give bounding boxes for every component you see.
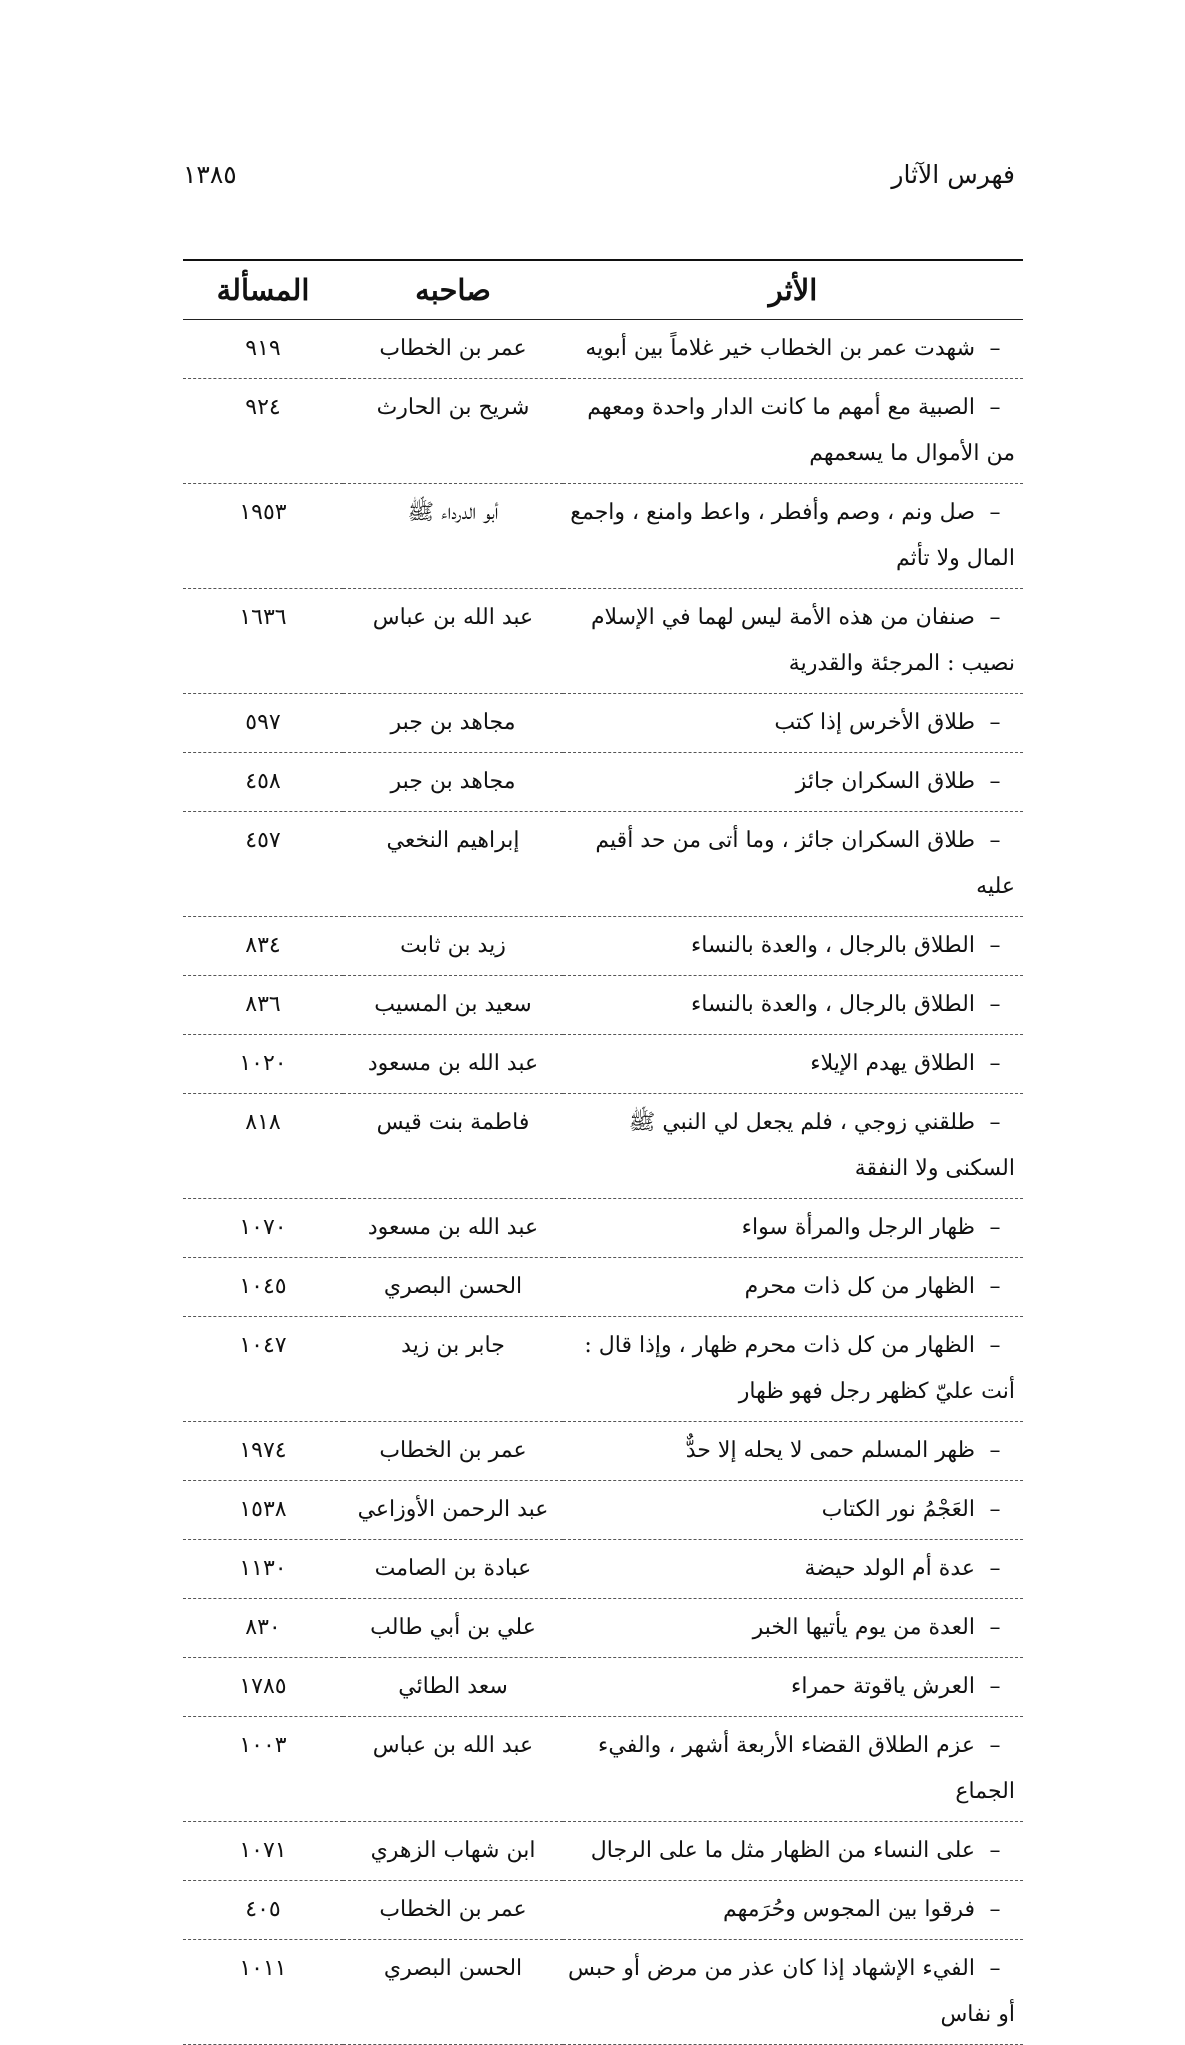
table-row (183, 1540, 1023, 1599)
bullet-dash: – (989, 769, 1001, 794)
table-row (183, 1422, 1023, 1481)
athar-cell (563, 1940, 1023, 2045)
issue-number-cell: ٨٣٤ (183, 917, 343, 976)
issue-number-cell: ١٠٠٣ (183, 1717, 343, 1822)
bullet-dash: – (989, 992, 1001, 1017)
table-header-row (183, 260, 1023, 320)
athar-text: الطلاق بالرجال ، والعدة بالنساء (690, 992, 975, 1017)
bullet-dash: – (989, 336, 1001, 361)
athar-text: صل ونم ، وصم وأفطر ، واعط وامنع ، واجمع المال ولا تأثم (570, 500, 1015, 571)
table-row (183, 1599, 1023, 1658)
issue-number-cell: ١٩٥٣ (183, 484, 343, 589)
athar-text: ظهر المسلم حمى لا يحله إلا حدٌّ (685, 1438, 975, 1463)
athar-cell (563, 1258, 1023, 1317)
owner-cell: الحسن البصري (343, 1258, 563, 1317)
athar-cell (563, 1035, 1023, 1094)
bullet-dash: – (989, 1215, 1001, 1240)
athar-text: شهدت عمر بن الخطاب خير غلاماً بين أبويه (585, 336, 975, 361)
bullet-dash: – (989, 1438, 1001, 1463)
athar-text: العدة من يوم يأتيها الخبر (752, 1615, 975, 1640)
owner-cell: الحسن البصري (343, 1940, 563, 2045)
owner-cell: شريح بن الحارث (343, 379, 563, 484)
owner-cell: زيد بن ثابت (343, 917, 563, 976)
issue-number-cell: ١٧٨٥ (183, 1658, 343, 1717)
owner-cell: إبراهيم النخعي (343, 812, 563, 917)
column-header-issue: المسألة (183, 260, 343, 320)
athar-cell (563, 917, 1023, 976)
athar-cell (563, 589, 1023, 694)
owner-cell: مجاهد بن جبر (343, 694, 563, 753)
athar-cell (563, 1422, 1023, 1481)
issue-number-cell: ١٦٣٦ (183, 589, 343, 694)
athar-cell (563, 1717, 1023, 1822)
athar-text: على النساء من الظهار مثل ما على الرجال (590, 1838, 975, 1863)
table-row (183, 1940, 1023, 2045)
owner-cell: عبد الله بن مسعود (343, 1199, 563, 1258)
bullet-dash: – (989, 828, 1001, 853)
athar-text: طلاق الأخرس إذا كتب (774, 710, 975, 735)
table-row (183, 917, 1023, 976)
athar-index-table (183, 259, 1023, 2045)
athar-text: الظهار من كل ذات محرم ظهار ، وإذا قال : أنت عليّ كظهر رجل فهو ظهار (584, 1333, 1015, 1404)
athar-cell (563, 1822, 1023, 1881)
table-row (183, 1822, 1023, 1881)
bullet-dash: – (989, 933, 1001, 958)
owner-cell: جابر بن زيد (343, 1317, 563, 1422)
table-body (183, 320, 1023, 2045)
athar-cell (563, 484, 1023, 589)
owner-cell: سعد الطائي (343, 1658, 563, 1717)
issue-number-cell: ٩٢٤ (183, 379, 343, 484)
owner-cell: ابن شهاب الزهري (343, 1822, 563, 1881)
issue-number-cell: ٨٣٦ (183, 976, 343, 1035)
athar-text: الطلاق بالرجال ، والعدة بالنساء (690, 933, 975, 958)
bullet-dash: – (989, 605, 1001, 630)
bullet-dash: – (989, 1674, 1001, 1699)
athar-text: الصبية مع أمهم ما كانت الدار واحدة ومعهم من الأموال ما يسعمهم (587, 395, 1015, 466)
issue-number-cell: ٥٩٧ (183, 694, 343, 753)
running-header (183, 160, 1015, 200)
page-number: ١٣٨٥ (183, 160, 237, 189)
bullet-dash: – (989, 1733, 1001, 1758)
bullet-dash: – (989, 1051, 1001, 1076)
athar-text: عدة أم الولد حيضة (804, 1556, 975, 1581)
bullet-dash: – (989, 395, 1001, 420)
athar-cell (563, 320, 1023, 379)
bullet-dash: – (989, 1838, 1001, 1863)
bullet-dash: – (989, 1556, 1001, 1581)
issue-number-cell: ٤٥٨ (183, 753, 343, 812)
owner-cell: عبادة بن الصامت (343, 1540, 563, 1599)
athar-cell (563, 753, 1023, 812)
athar-cell (563, 1599, 1023, 1658)
table-row (183, 753, 1023, 812)
owner-cell: سعيد بن المسيب (343, 976, 563, 1035)
owner-cell: أبو الدرداء ﷺ (343, 484, 563, 589)
athar-text: الفيء الإشهاد إذا كان عذر من مرض أو حبس أو نفاس (567, 1956, 1015, 2027)
issue-number-cell: ٨٣٠ (183, 1599, 343, 1658)
athar-text: طلاق السكران جائز ، وما أتى من حد أقيم عليه (595, 828, 1015, 899)
table-row (183, 1481, 1023, 1540)
bullet-dash: – (989, 710, 1001, 735)
bullet-dash: – (989, 1897, 1001, 1922)
issue-number-cell: ١٠٧١ (183, 1822, 343, 1881)
owner-cell: عبد الله بن عباس (343, 589, 563, 694)
table-row (183, 1199, 1023, 1258)
bullet-dash: – (989, 1274, 1001, 1299)
issue-number-cell: ٨١٨ (183, 1094, 343, 1199)
issue-number-cell: ١٠٤٥ (183, 1258, 343, 1317)
athar-text: ظهار الرجل والمرأة سواء (741, 1215, 975, 1240)
table-row (183, 1717, 1023, 1822)
bullet-dash: – (989, 1956, 1001, 1981)
athar-cell (563, 379, 1023, 484)
issue-number-cell: ١٩٧٤ (183, 1422, 343, 1481)
bullet-dash: – (989, 1615, 1001, 1640)
issue-number-cell: ١٠٤٧ (183, 1317, 343, 1422)
athar-text: طلقني زوجي ، فلم يجعل لي النبي ﷺ السكنى ولا النفقة (628, 1110, 1015, 1181)
athar-cell (563, 976, 1023, 1035)
bullet-dash: – (989, 1110, 1001, 1135)
table-row (183, 379, 1023, 484)
issue-number-cell: ١٠٧٠ (183, 1199, 343, 1258)
table-row (183, 976, 1023, 1035)
athar-cell (563, 1881, 1023, 1940)
table-row (183, 1881, 1023, 1940)
issue-number-cell: ١٠١١ (183, 1940, 343, 2045)
bullet-dash: – (989, 500, 1001, 525)
bullet-dash: – (989, 1497, 1001, 1522)
table-row (183, 694, 1023, 753)
table-row (183, 1035, 1023, 1094)
athar-cell (563, 812, 1023, 917)
owner-cell: فاطمة بنت قيس (343, 1094, 563, 1199)
athar-text: العَجْمُ نور الكتاب (821, 1497, 975, 1522)
column-header-owner: صاحبه (343, 260, 563, 320)
athar-cell (563, 1317, 1023, 1422)
issue-number-cell: ٤٠٥ (183, 1881, 343, 1940)
owner-cell: عمر بن الخطاب (343, 320, 563, 379)
athar-cell (563, 694, 1023, 753)
athar-text: عزم الطلاق القضاء الأربعة أشهر ، والفيء الجماع (598, 1733, 1015, 1804)
running-title: فهرس الآثار (891, 160, 1015, 189)
issue-number-cell: ١٥٣٨ (183, 1481, 343, 1540)
athar-text: الظهار من كل ذات محرم (744, 1274, 975, 1299)
table-row (183, 812, 1023, 917)
table-row (183, 1094, 1023, 1199)
issue-number-cell: ٩١٩ (183, 320, 343, 379)
athar-text: الطلاق يهدم الإيلاء (810, 1051, 975, 1076)
athar-cell (563, 1199, 1023, 1258)
table-row (183, 484, 1023, 589)
athar-text: فرقوا بين المجوس وحُرَمهم (722, 1897, 975, 1922)
athar-text: طلاق السكران جائز (795, 769, 975, 794)
owner-cell: عبد الرحمن الأوزاعي (343, 1481, 563, 1540)
issue-number-cell: ٤٥٧ (183, 812, 343, 917)
athar-cell (563, 1540, 1023, 1599)
table-row (183, 320, 1023, 379)
athar-text: صنفان من هذه الأمة ليس لهما في الإسلام نصيب : المرجئة والقدرية (590, 605, 1015, 676)
athar-cell (563, 1094, 1023, 1199)
bullet-dash: – (989, 1333, 1001, 1358)
athar-cell (563, 1481, 1023, 1540)
table-row (183, 1258, 1023, 1317)
owner-cell: عبد الله بن مسعود (343, 1035, 563, 1094)
owner-cell: عمر بن الخطاب (343, 1422, 563, 1481)
issue-number-cell: ١٠٢٠ (183, 1035, 343, 1094)
issue-number-cell: ١١٣٠ (183, 1540, 343, 1599)
athar-text: العرش ياقوتة حمراء (791, 1674, 975, 1699)
table-row (183, 589, 1023, 694)
column-header-athar: الأثر (563, 260, 1023, 320)
owner-cell: علي بن أبي طالب (343, 1599, 563, 1658)
table-row (183, 1317, 1023, 1422)
owner-cell: عبد الله بن عباس (343, 1717, 563, 1822)
table-row (183, 1658, 1023, 1717)
owner-cell: مجاهد بن جبر (343, 753, 563, 812)
owner-cell: عمر بن الخطاب (343, 1881, 563, 1940)
athar-cell (563, 1658, 1023, 1717)
